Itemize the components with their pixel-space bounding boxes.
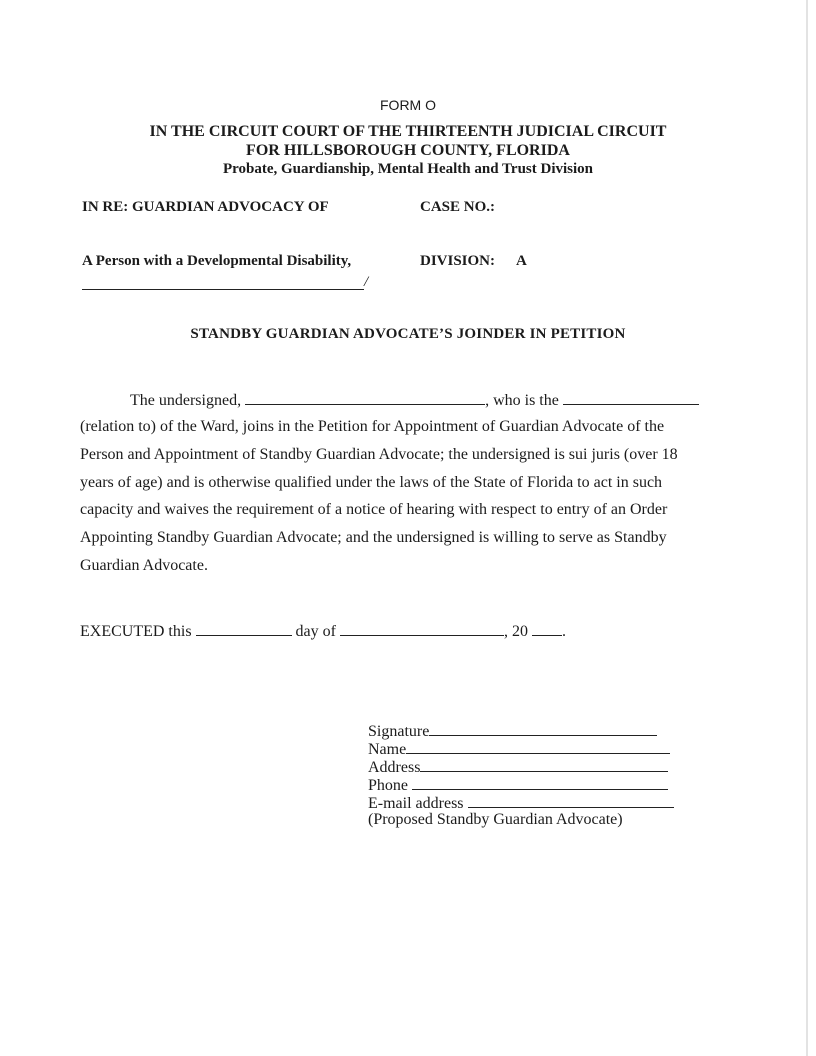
name-row (368, 739, 670, 759)
name-blank[interactable] (406, 739, 670, 754)
undersigned-name-blank[interactable] (245, 390, 485, 405)
relation-blank[interactable] (563, 390, 699, 405)
year-prefix-text: , 20 (503, 623, 528, 640)
body-line-3: Person and Appointment of Standby Guardian Advocate; the undersigned is sui juris (over 18 (80, 446, 678, 463)
body-line-6: Appointing Standby Guardian Advocate; and the undersigned is willing to serve as Standby (80, 529, 667, 546)
email-label: E-mail address (368, 795, 464, 812)
who-is-the-text: , who is the (485, 392, 559, 409)
day-of-text: day of (295, 623, 336, 640)
body-line-4: years of age) and is otherwise qualified under the laws of the State of Florida to act in such (80, 474, 663, 491)
division-label: DIVISION: (420, 253, 496, 269)
address-row (368, 757, 668, 777)
person-description: A Person with a Developmental Disability, (82, 253, 352, 269)
body-line-1 (130, 390, 699, 411)
phone-label: Phone (368, 777, 408, 794)
court-division-line: Probate, Guardianship, Mental Health and Trust Division (222, 161, 594, 177)
phone-blank[interactable] (412, 775, 668, 790)
address-label: Address (368, 759, 421, 776)
body-line-2: (relation to) of the Ward, joins in the Petition for Appointment of Guardian Advocate of the (80, 418, 665, 435)
signature-blank[interactable] (429, 721, 657, 736)
signature-label: Signature (368, 723, 430, 740)
signer-role: (Proposed Standby Guardian Advocate) (368, 811, 623, 828)
form-label: FORM O (380, 97, 436, 113)
executed-text: EXECUTED this (80, 623, 192, 640)
case-number-label: CASE NO.: (420, 199, 496, 215)
executed-year-blank[interactable] (532, 621, 562, 636)
executed-day-blank[interactable] (196, 621, 292, 636)
division-value: A (516, 253, 527, 269)
court-name-line-1: IN THE CIRCUIT COURT OF THE THIRTEENTH JUDICIAL CIRCUIT (149, 123, 667, 140)
in-re-caption: IN RE: GUARDIAN ADVOCACY OF (82, 199, 329, 215)
caption-slash: / (364, 274, 369, 290)
undersigned-text: The undersigned, (130, 392, 242, 409)
signature-row (368, 721, 657, 741)
executed-line (80, 621, 566, 642)
court-name-line-2: FOR HILLSBOROUGH COUNTY, FLORIDA (246, 142, 570, 159)
email-blank[interactable] (468, 793, 674, 808)
document-title: STANDBY GUARDIAN ADVOCATE’S JOINDER IN PETITION (190, 326, 626, 342)
body-line-5: capacity and waives the requirement of a notice of hearing with respect to entry of an Order (80, 501, 668, 518)
executed-period: . (561, 623, 566, 640)
ward-name-blank[interactable] (82, 289, 364, 290)
phone-row (368, 775, 668, 795)
email-row (368, 793, 674, 813)
executed-month-blank[interactable] (340, 621, 504, 636)
body-line-7: Guardian Advocate. (80, 557, 208, 574)
name-label: Name (368, 741, 407, 758)
address-blank[interactable] (420, 757, 668, 772)
